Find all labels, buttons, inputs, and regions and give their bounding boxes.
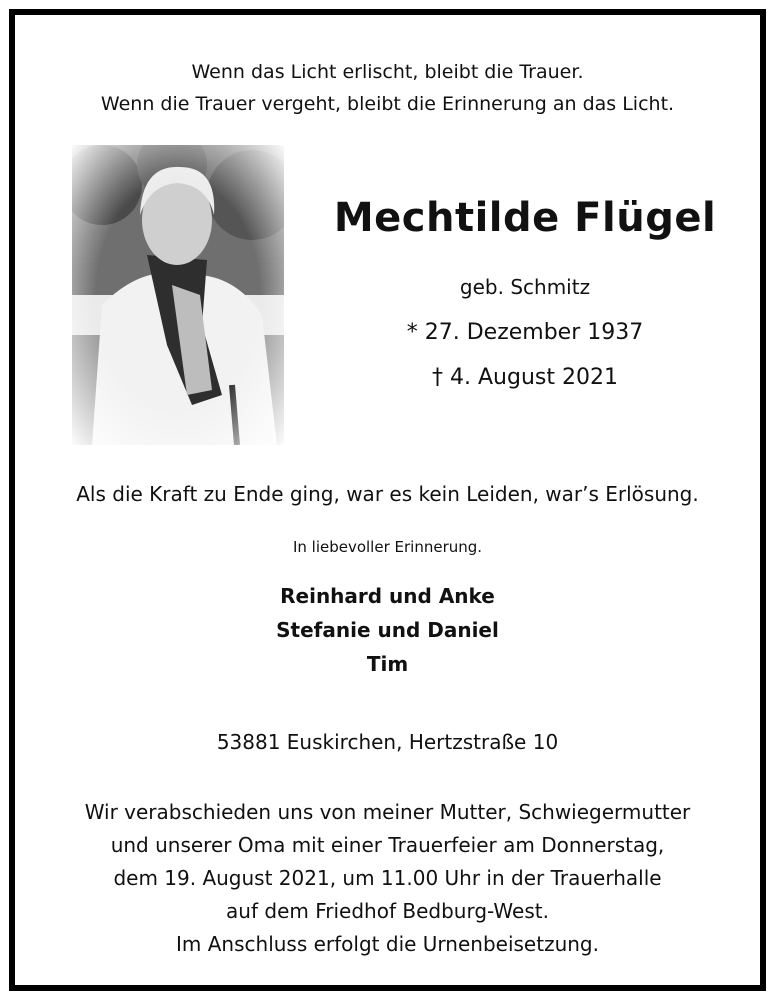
obituary-frame bbox=[9, 9, 766, 991]
motto-line-2: Wenn die Trauer vergeht, bleibt die Erinnerung an das Licht. bbox=[100, 93, 675, 115]
motto-line-1: Wenn das Licht erlischt, bleibt die Trauer. bbox=[191, 61, 584, 83]
deceased-name: Mechtilde Flügel bbox=[333, 195, 717, 241]
mourner-2: Stefanie und Daniel bbox=[276, 618, 499, 642]
service-line-2: und unserer Oma mit einer Trauerfeier am Donnerstag, bbox=[110, 833, 665, 857]
memory-line: In liebevoller Erinnerung. bbox=[292, 538, 483, 556]
service-line-4: auf dem Friedhof Bedburg-West. bbox=[226, 899, 549, 923]
birth-date: * 27. Dezember 1937 bbox=[406, 320, 644, 345]
address-line: 53881 Euskirchen, Hertzstraße 10 bbox=[216, 730, 559, 754]
portrait-photo bbox=[72, 145, 284, 445]
mourner-1: Reinhard und Anke bbox=[280, 584, 495, 608]
service-line-1: Wir verabschieden uns von meiner Mutter, Schwiegermutter bbox=[84, 800, 691, 824]
death-date: † 4. August 2021 bbox=[432, 365, 618, 390]
quote-line: Als die Kraft zu Ende ging, war es kein Leiden, war’s Erlösung. bbox=[76, 482, 699, 506]
birth-name: geb. Schmitz bbox=[459, 275, 591, 299]
mourner-3: Tim bbox=[366, 652, 409, 676]
service-line-5: Im Anschluss erfolgt die Urnenbeisetzung. bbox=[176, 932, 599, 956]
service-line-3: dem 19. August 2021, um 11.00 Uhr in der Trauerhalle bbox=[113, 866, 662, 890]
